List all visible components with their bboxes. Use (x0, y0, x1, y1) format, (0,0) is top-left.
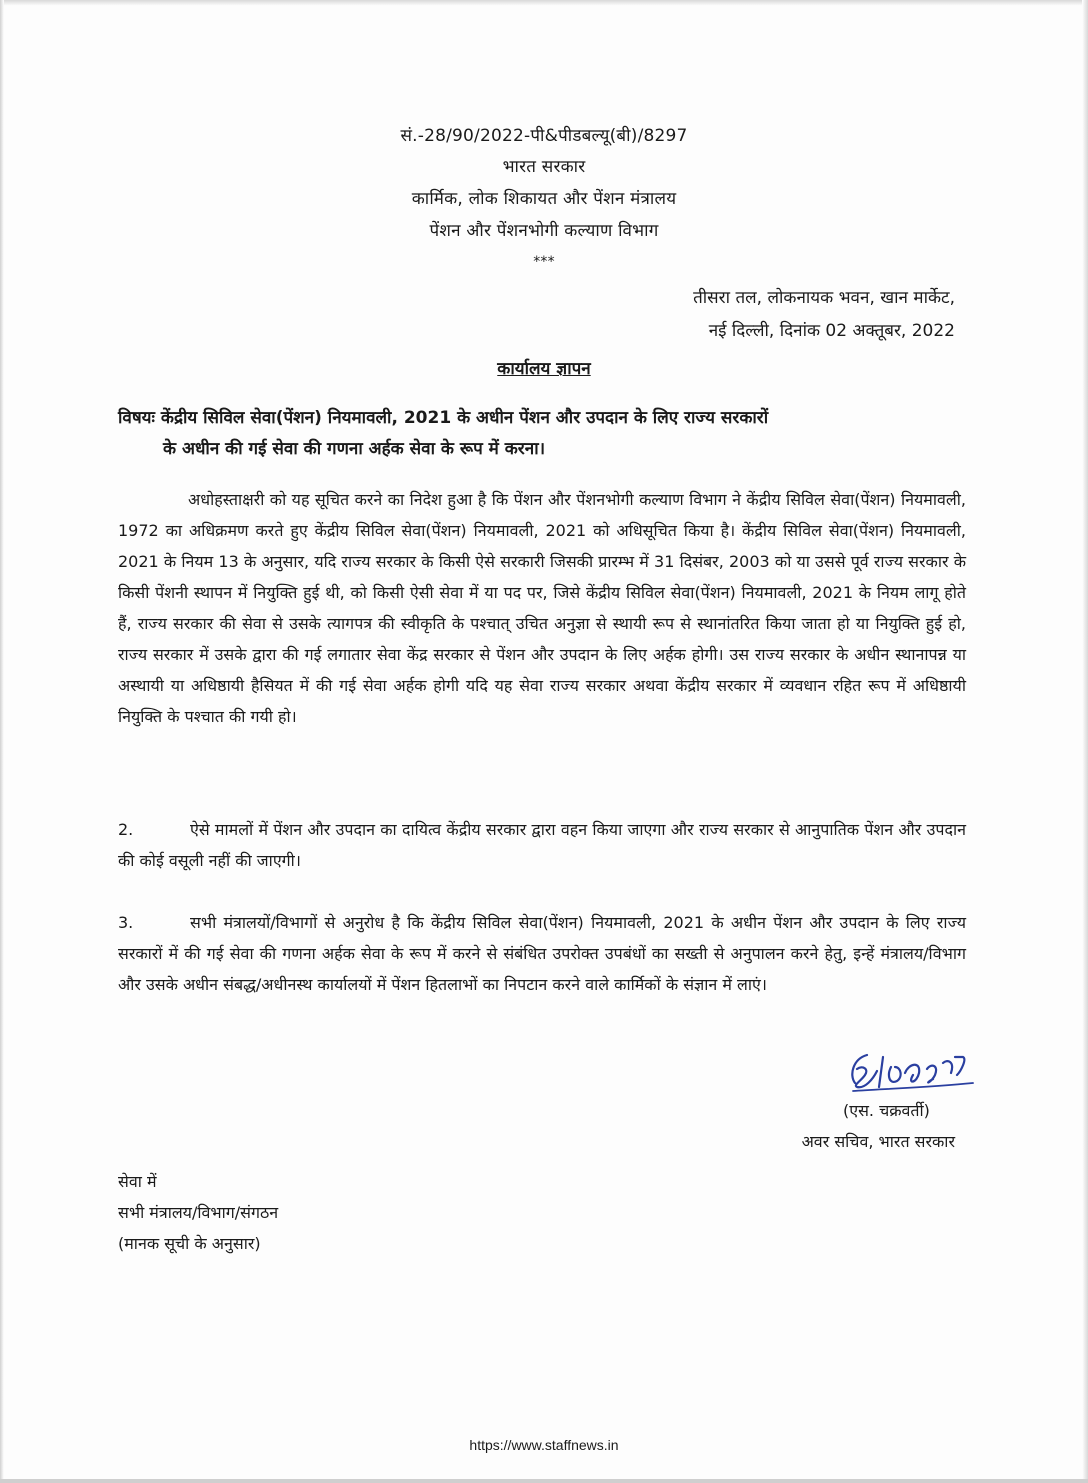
addressee-line-1: सेवा में (118, 1172, 157, 1191)
paragraph-3-number: 3. (118, 913, 134, 932)
reference-number: सं.-28/90/2022-पी&पीडबल्यू(बी)/8297 (400, 126, 688, 146)
signature-stroke (852, 1055, 964, 1087)
paragraph-3 (118, 907, 966, 1000)
signatory-designation: अवर सचिव, भारत सरकार (801, 1132, 955, 1151)
government-name: भारत सरकार (502, 157, 586, 177)
address-line-1: तीसरा तल, लोकनायक भवन, खान मार्केट, (693, 288, 955, 308)
addressee-line-3: (मानक सूची के अनुसार) (118, 1234, 261, 1253)
scan-bottom-edge (0, 1479, 1088, 1483)
paragraph-1-text: अधोहस्ताक्षरी को यह सूचित करने का निदेश हुआ है कि पेंशन और पेंशनभोगी कल्याण विभाग ने केंद्रीय सिविल सेवा(पेंशन) नियमावली, 1972 का अधिक्रमण करते हुए केंद्रीय सिविल सेवा(पेंशन) नियमावली, 2021 को अधिसूचित किया है। केंद्रीय सिविल सेवा(पेंशन) नियमावली, 2021 के नियम 13 के अनुसार, यदि राज्य सरकार के किसी ऐसे सरकारी जिसकी प्रारम्भ में 31 दिसंबर, 2003 को या उससे पूर्व राज्य सरकार के किसी पेंशनी स्थापन में नियुक्ति हुई थी, को किसी ऐसी सेवा में या पद पर, जिसे केंद्रीय सिविल सेवा(पेंशन) नियमावली, 2021 के नियम लागू होते हैं, राज्य सरकार की सेवा से उसके त्यागपत्र की स्वीकृति के पश्चात् उचित अनुज्ञा से स्थायी रूप से स्थानांतरित किया जाता हो या नियुक्ति हुई हो, राज्य सरकार में उसके द्वारा की गई लगातार सेवा केंद्र सरकार से पेंशन और उपदान के लिए अर्हक होगी। उस राज्य सरकार के अधीन स्थानापन्न या अस्थायी या अधिष्ठायी हैसियत में की गई सेवा अर्हक होगी यदि यह सेवा राज्य सरकार अथवा केंद्रीय सरकार में व्यवधान रहित रूप में अधिष्ठायी नियुक्ति के पश्चात की गयी हो। (118, 490, 966, 726)
paragraph-1 (118, 484, 966, 732)
handwritten-signature (843, 1045, 978, 1097)
footer-url: https://www.staffnews.in (469, 1437, 619, 1453)
subject (118, 403, 968, 465)
addressee-block (118, 1166, 278, 1259)
paragraph-3-text: सभी मंत्रालयों/विभागों से अनुरोध है कि केंद्रीय सिविल सेवा(पेंशन) नियमावली, 2021 के अधीन पेंशन और उपदान के लिए राज्य सरकारों में की गई सेवा की गणना अर्हक सेवा के रूप में करने से संबंधित उपरोक्त उपबंधों का सख्ती से अनुपालन करने हेतु, इन्हें मंत्रालय/विभाग और उसके अधीन संबद्ध/अधीनस्थ कार्यालयों में पेंशन हितलाभों का निपटान करने वाले कार्मिकों के संज्ञान में लाएं। (118, 913, 966, 994)
separator-stars: *** (533, 254, 555, 270)
paragraph-2-number: 2. (118, 820, 134, 839)
scan-top-edge (0, 0, 1088, 6)
department-name: पेंशन और पेंशनभोगी कल्याण विभाग (429, 221, 659, 241)
ministry-name: कार्मिक, लोक शिकायत और पेंशन मंत्रालय (411, 189, 677, 209)
signature-underline (853, 1083, 973, 1091)
paragraph-2-text: ऐसे मामलों में पेंशन और उपदान का दायित्व केंद्रीय सरकार द्वारा वहन किया जाएगा और राज्य सरकार से आनुपातिक पेंशन और उपदान की कोई वसूली नहीं की जाएगी। (118, 820, 966, 870)
paragraph-2 (118, 814, 966, 876)
subject-line-2: के अधीन की गई सेवा की गणना अर्हक सेवा के रूप में करना। (163, 439, 546, 459)
subject-line-1: विषयः केंद्रीय सिविल सेवा(पेंशन) नियमावली, 2021 के अधीन पेंशन और उपदान के लिए राज्य सरकारों (118, 408, 769, 428)
address-date-line: नई दिल्ली, दिनांक 02 अक्तूबर, 2022 (708, 321, 955, 341)
signatory-name: (एस. चक्रवर्ती) (843, 1101, 930, 1120)
addressee-line-2: सभी मंत्रालय/विभाग/संगठन (118, 1203, 279, 1222)
memo-title: कार्यालय ज्ञापन (497, 359, 591, 379)
